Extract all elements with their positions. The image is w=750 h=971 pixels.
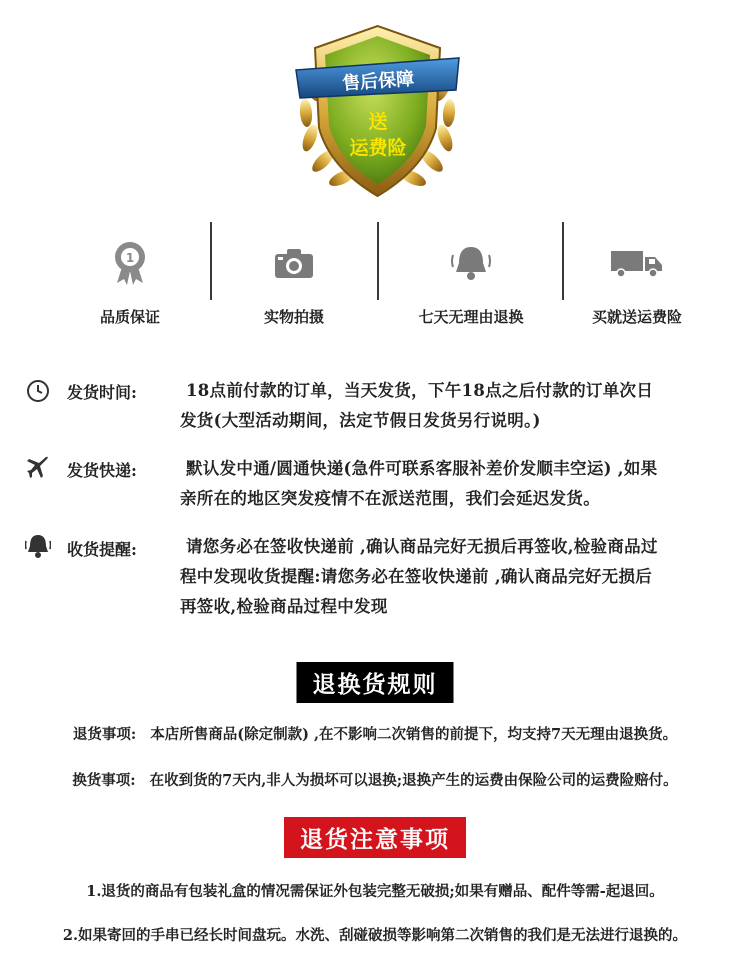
feature-return xyxy=(396,238,546,327)
shipping-time-label: 发货时间: xyxy=(67,383,137,402)
text-line: 再签收,检验商品过程中发现 xyxy=(180,597,388,616)
feature-label: 七天无理由退换 xyxy=(418,308,524,326)
courier-text xyxy=(180,454,740,514)
feature-label: 实物拍摄 xyxy=(263,308,324,326)
text-line: 18点前付款的订单，当天发货，下午18点之后付款的订单次日 xyxy=(186,381,654,400)
courier-label: 发货快递: xyxy=(67,461,137,480)
return-rule-key: 退货事项: xyxy=(72,726,137,743)
badge-banner-text: 售后保障 xyxy=(341,68,415,95)
feature-photo xyxy=(219,238,369,327)
text-line: 程中发现收货提醒:请您务必在签收快递前 ,确认商品完好无损后 xyxy=(180,567,653,586)
feature-label: 品质保证 xyxy=(99,308,160,326)
feature-shipping-insurance xyxy=(562,238,712,327)
feature-quality xyxy=(55,238,205,327)
airplane-icon xyxy=(25,455,51,481)
feature-label: 买就送运费险 xyxy=(591,308,682,326)
exchange-rule-key: 换货事项: xyxy=(72,772,136,789)
after-sales-badge xyxy=(290,18,465,203)
receipt-text xyxy=(180,532,740,622)
truck-icon xyxy=(562,238,712,288)
text-line: 亲所在的地区突发疫情不在派送范围，我们会延迟发货。 xyxy=(180,489,600,508)
shipping-time-text xyxy=(180,376,740,436)
exchange-rule xyxy=(0,769,750,790)
text-line: 默认发中通/圆通快递(急件可联系客服补差价发顺丰空运) ,如果 xyxy=(186,459,658,478)
note-item: 1.退货的商品有包装礼盒的情况需保证外包装完整无破损;如果有赠品、配件等需-起退回。 xyxy=(86,883,664,900)
divider xyxy=(210,222,212,300)
bell-icon xyxy=(396,238,546,288)
badge-line1: 送 xyxy=(368,111,388,133)
svg-text:1: 1 xyxy=(125,251,135,265)
text-line: 发货(大型活动期间，法定节假日发货另行说明。) xyxy=(180,411,541,430)
clock-icon xyxy=(25,378,51,404)
receipt-label: 收货提醒: xyxy=(67,540,137,559)
return-rule-text: 本店所售商品(除定制款) ,在不影响二次销售的前提下，均支持7天无理由退换货。 xyxy=(150,726,678,743)
text-line: 请您务必在签收快递前 ,确认商品完好无损后再签收,检验商品过 xyxy=(186,537,658,556)
bell-icon xyxy=(25,533,51,559)
rules-title: 退换货规则 xyxy=(297,662,454,703)
notes-title: 退货注意事项 xyxy=(284,817,466,858)
medal-icon xyxy=(55,238,205,288)
exchange-rule-text: 在收到货的7天内,非人为损坏可以退换;退换产生的运费由保险公司的运费险赔付。 xyxy=(149,772,678,789)
camera-icon xyxy=(219,238,369,288)
badge-line2: 运费险 xyxy=(349,137,407,159)
note-item: 2.如果寄回的手串已经长时间盘玩。水洗、刮碰破损等影响第二次销售的我们是无法进行退换的。 xyxy=(62,927,688,944)
return-rule xyxy=(0,723,750,744)
divider xyxy=(377,222,379,300)
